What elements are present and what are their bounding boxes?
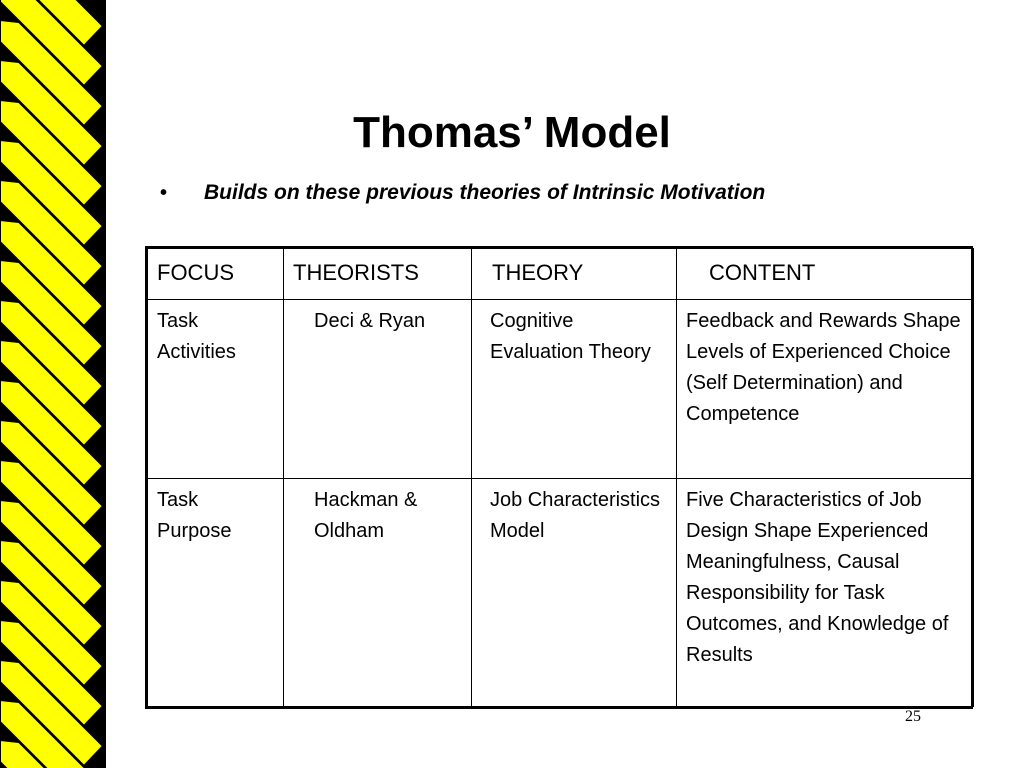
header-theory: THEORY (472, 249, 677, 300)
table-row (148, 300, 974, 479)
table-row (148, 479, 974, 707)
slide-title (0, 103, 1024, 163)
bullet-text: Builds on these previous theories of Intrinsic Motivation (204, 181, 766, 204)
cell-focus: Task Activities (148, 300, 284, 479)
header-focus: FOCUS (148, 249, 284, 300)
header-content: CONTENT (677, 249, 974, 300)
bullet-marker: • (160, 181, 168, 204)
header-theorists: THEORISTS (284, 249, 472, 300)
theories-table (145, 246, 973, 709)
cell-theorists: Deci & Ryan (284, 300, 472, 479)
cell-content: Feedback and Rewards Shape Levels of Experienced Choice (Self Determination) and Competence (677, 300, 974, 479)
table-header-row (148, 249, 974, 300)
cell-content: Five Characteristics of Job Design Shape Experienced Meaningfulness, Causal Responsibility for Task Outcomes, and Knowledge of Results (677, 479, 974, 707)
page-number: 25 (905, 708, 921, 725)
cell-theory: Job Characteristics Model (472, 479, 677, 707)
cell-focus: Task Purpose (148, 479, 284, 707)
cell-theory: Cognitive Evaluation Theory (472, 300, 677, 479)
bullet-point (160, 178, 765, 208)
slide-title-text: Thomas’ Model (353, 108, 671, 157)
cell-theorists: Hackman & Oldham (284, 479, 472, 707)
